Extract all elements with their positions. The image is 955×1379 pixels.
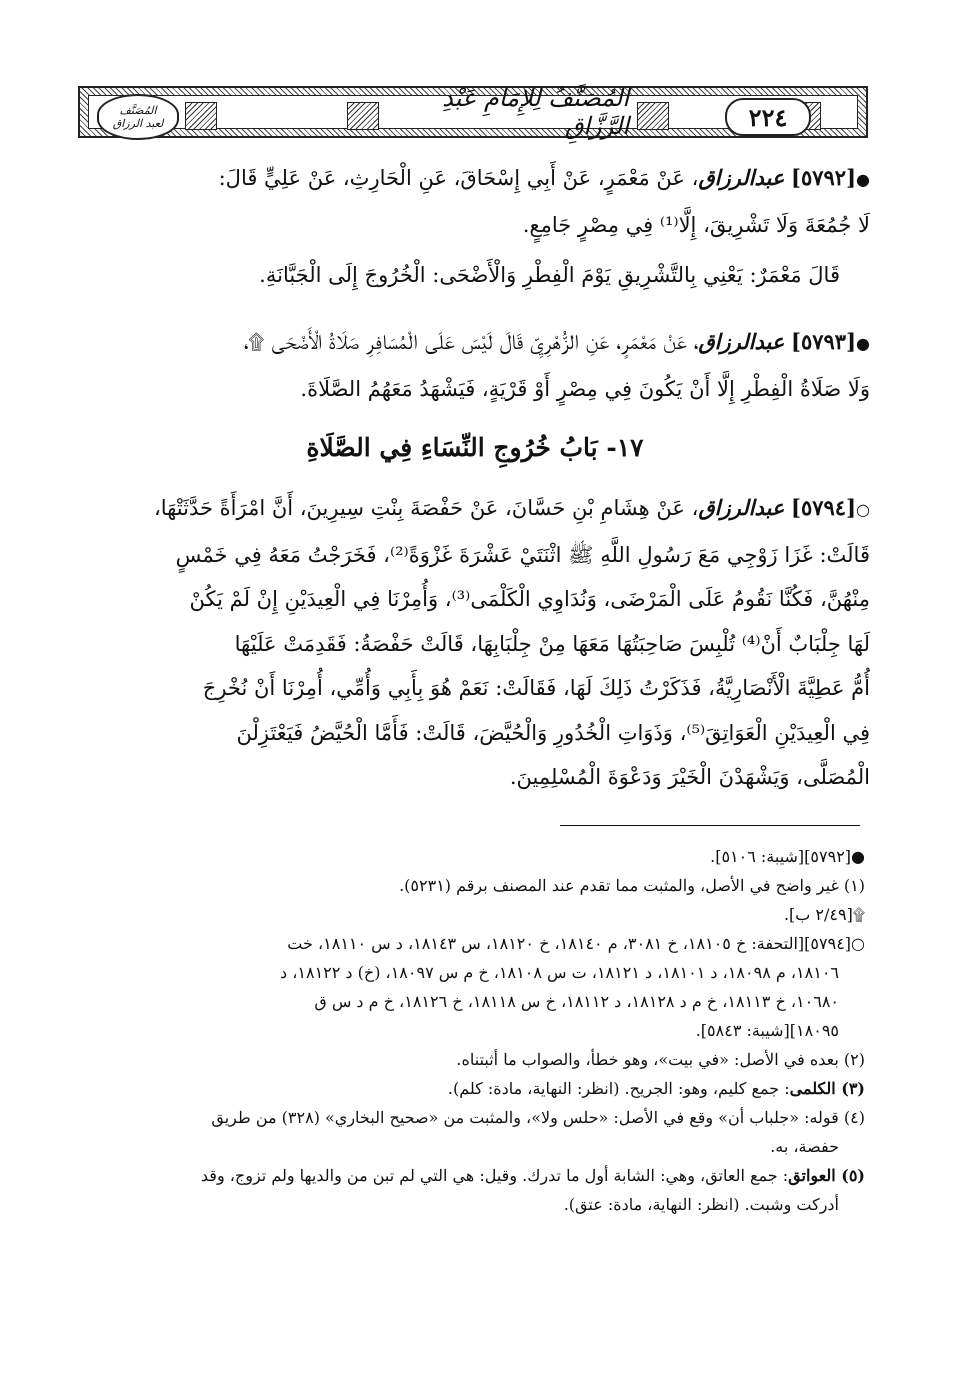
running-title: المُصَنَّفُ لِلإِمَامِ عَبْدِ الرَّزَّاقِ — [442, 84, 629, 140]
footnote-line: ۩[٢/٤٩ ب]. — [783, 905, 865, 924]
header-frame — [88, 84, 858, 140]
text-line: الْمُصَلَّى، وَيَشْهَدْنَ الْخَيْرَ وَدَعْوَةَ الْمُسْلِمِينَ. — [509, 765, 870, 789]
text-line: قَالَتْ: غَزَا زَوْجِي مَعَ رَسُولِ اللَّهِ ﷺ اثْنَتَيْ عَشْرَةَ غَزْوَةً⁽²⁾، فَخَرَجْتُ مَعَهُ فِي خَمْسٍ — [175, 542, 870, 567]
hadith-number: [٥٧٩٣] — [791, 329, 857, 354]
text-line: وَلَا صَلَاةُ الْفِطْرِ إِلَّا أَنْ يَكُونَ فِي مِصْرٍ أَوْ قَرْيَةٍ، فَيَشْهَدُ مَعَهُمُ الصَّلَاةَ. — [300, 376, 870, 401]
hadith-text: ، عَنْ مَعْمَرٍ، عَنْ أَبِي إِسْحَاقَ، عَنِ الْحَارِثِ، عَنْ عَلِيٍّ قَالَ: — [218, 166, 699, 190]
footnote-term: (٣) الكلمى — [789, 1079, 865, 1098]
footnote-line: (٢) بعده في الأصل: «في بيت»، وهو خطأ، والصواب ما أثبتناه. — [456, 1050, 865, 1069]
footnote-line: ١٨٠٩٥][شيبة: ٥٨٤٣]. — [695, 1021, 839, 1040]
page-number: ٢٢٤ — [725, 98, 811, 136]
text-line — [80, 156, 870, 203]
bullet-marker: ● — [856, 334, 870, 353]
narrator-name: عبدالرزاق — [698, 495, 785, 520]
ornament-icon — [185, 102, 217, 130]
text-line: أُمُّ عَطِيَّةَ الْأَنْصَارِيَّةُ، فَذَكَرْتُ ذَلِكَ لَهَا، فَقَالَتْ: نَعَمْ هُوَ بِأَبِي وَأُمِّي، أُمِرْنَا أَنْ نُخْرِجَ — [202, 676, 870, 700]
footnote-line — [90, 1074, 865, 1103]
ornament-icon — [347, 102, 379, 130]
footnote-line — [90, 1161, 865, 1190]
hadith-5793 — [80, 320, 870, 411]
text-line — [80, 320, 870, 367]
narrator-name: عبدالرزاق — [698, 329, 785, 354]
book-logo — [97, 94, 179, 140]
hadith-5794 — [80, 486, 870, 800]
hadith-text: ، عَنْ مَعْمَرٍ، عَنِ الزُّهْرِيِّ قَالَ لَيْسَ عَلَى الْمُسَافِرِ صَلَاةُ الْأَضْحَى ۩، — [243, 330, 699, 354]
footnote-divider — [560, 825, 860, 826]
page-header — [78, 86, 868, 138]
footnote-line: (١) غير واضح في الأصل، والمثبت مما تقدم عند المصنف برقم (٥٢٣١). — [399, 876, 865, 895]
bullet-marker: ○ — [856, 500, 870, 519]
footnote-line: أدركت وشبت. (انظر: النهاية، مادة: عتق). — [563, 1195, 839, 1214]
chapter-heading: ١٧- بَابُ خُرُوجِ النِّسَاءِ فِي الصَّلَاةِ — [306, 433, 644, 462]
hadith-text: ، عَنْ هِشَامِ بْنِ حَسَّانَ، عَنْ حَفْصَةَ بِنْتِ سِيرِينَ، أَنَّ امْرَأَةً حَدَّثَتْهَا، — [153, 496, 699, 520]
logo-line: لعبد الرزاق — [112, 117, 164, 130]
footnote-text: : جمع العاتق، وهي: الشابة أول ما تدرك. وقيل: هي التي لم تبن من والديها ولم تزوج، وقد — [200, 1166, 789, 1185]
narrator-name: عبدالرزاق — [698, 165, 785, 190]
text-line: مِنْهُنَّ، فَكُنَّا نَقُومُ عَلَى الْمَرْضَى، وَنُدَاوِي الْكَلْمَى⁽³⁾، وَأُمِرْنَا فِي الْعِيدَيْنِ إِنْ لَمْ يَكُنْ — [189, 587, 870, 611]
hadith-5792 — [80, 156, 870, 298]
logo-line: المُصَنَّف — [119, 104, 157, 117]
footnote-line: ○[٥٧٩٤][التحفة: خ ١٨١٠٥، خ ٣٠٨١، م ١٨١٤٠، خ ١٨١٢٠، س ١٨١٤٣، د س ١٨١١٠، خت — [287, 934, 865, 953]
footnote-line: ●[٥٧٩٢][شيبة: ٥١٠٦]. — [710, 847, 865, 866]
text-line: قَالَ مَعْمَرٌ: يَعْنِي بِالتَّشْرِيقِ يَوْمَ الْفِطْرِ وَالْأَضْحَى: الْخُرُوجَ إِلَى الْجَبَّانَةِ. — [259, 263, 840, 287]
bullet-marker: ● — [856, 170, 870, 189]
text-line — [80, 486, 870, 533]
text-line: لَهَا جِلْبَابٌ أَنْ⁽⁴⁾ تُلْبِسَ صَاحِبَتُهَا مَعَهَا مِنْ جِلْبَابِهَا، قَالَتْ حَفْصَةُ: فَقَدِمَتْ عَلَيْهَا — [234, 631, 870, 656]
text-line: فِي الْعِيدَيْنِ الْعَوَاتِقَ⁽⁵⁾، وَذَوَاتِ الْخُدُورِ وَالْحُيَّضَ، قَالَتْ: فَأَمَّا الْحُيَّضُ فَيَعْتَزِلْنَ — [236, 720, 870, 745]
footnote-text: : جمع كليم، وهو: الجريح. (انظر: النهاية، مادة: كلم). — [447, 1079, 790, 1098]
footnote-line: ١٨١٠٦، م ١٨٠٩٨، د ١٨١٠١، د ١٨١٢١، ت س ١٨١٠٨، خ م س ١٨٠٩٧، (خ) د ١٨١٢٢، د — [280, 963, 839, 982]
hadith-number: [٥٧٩٢] — [791, 165, 857, 190]
hadith-number: [٥٧٩٤] — [791, 495, 857, 520]
footnote-term: (٥) العواتق — [788, 1166, 865, 1185]
text-line: لَا جُمُعَةَ وَلَا تَشْرِيقَ، إِلَّا⁽¹⁾ فِي مِصْرٍ جَامِعٍ. — [522, 212, 870, 237]
footnote-line: ١٠٦٨٠، خ ١٨١١٣، خ م د ١٨١٢٨، د ١٨١١٢، خ س ١٨١١٨، خ ١٨١٢٦، خ م د س ق — [314, 992, 839, 1011]
footnote-line: (٤) قوله: «جلباب أن» وقع في الأصل: «حلس ولا»، والمثبت من «صحيح البخاري» (٣٢٨) من طريق — [211, 1108, 865, 1127]
footnote-line: حفصة، به. — [770, 1137, 839, 1156]
footnotes — [90, 842, 865, 1219]
ornament-icon — [637, 102, 669, 130]
